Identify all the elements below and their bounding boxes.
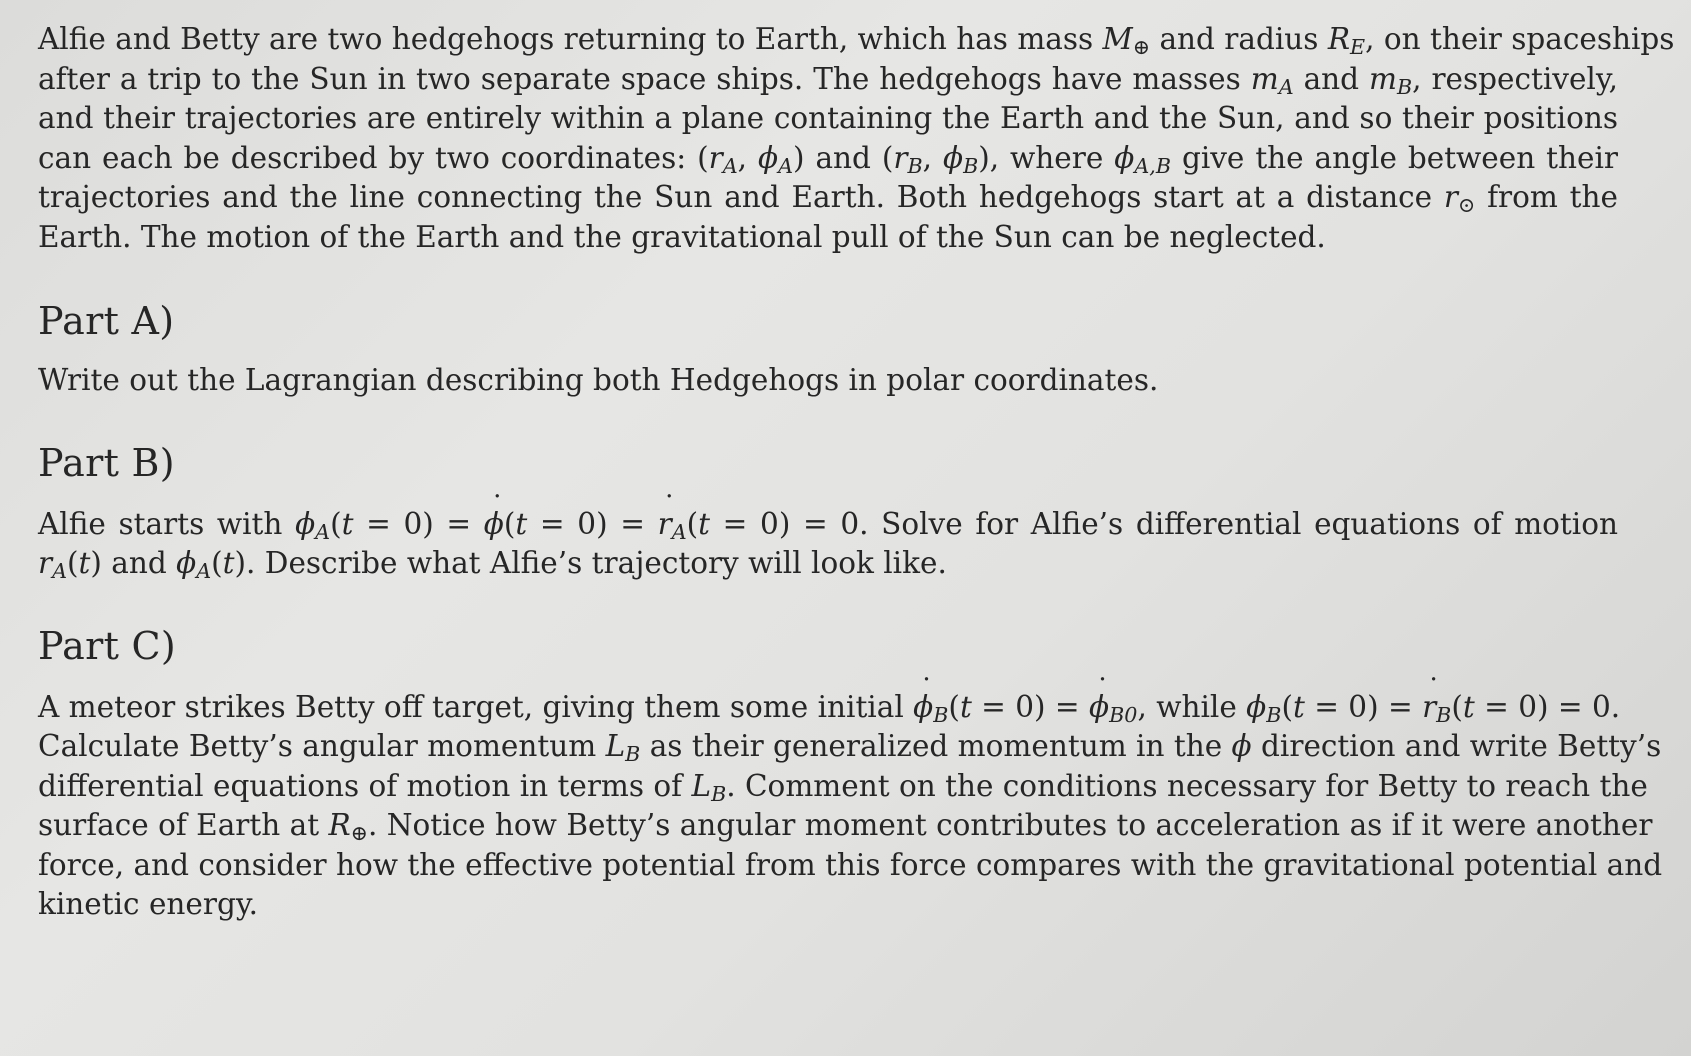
math-mass-b: m [1368,61,1397,96]
math-phi-ab: $\phi_{A,B}$ [1114,140,1172,178]
document [38,20,1675,925]
part-c-paragraph [38,688,1663,925]
math-alfie-initial: $\phi_A(t = 0) = \phi$ ˙(t = 0) = r $˙_A(t = 0) = 0$ [295,507,859,541]
math-betty-phidot: ϕ $˙_B(t = 0) = \phi$ $˙_{B0}$ [913,690,1137,724]
part-b-paragraph [38,505,1618,584]
part-c-line-4: surface of Earth at $R_\oplus$. Notice how Betty’s angular moment contributes to acceleration as if it were another [38,808,1653,846]
intro-line-6: Earth. The motion of the Earth and the gravitational pull of the Sun can be neglected. [38,219,1326,254]
math-lb-2: $L_B$ [691,768,727,806]
part-c-line-6: kinetic energy. [38,887,258,921]
part-c-line-5: force, and consider how the effective potential from this force compares with the gravitational potential and [38,847,1663,882]
intro-line-1: Alfie and Betty are two hedgehogs returning to Earth, which has mass $M_\oplus$ and radius $R_E$, on their spaceships [38,22,1675,60]
intro-line-4: can each be described by two coordinates: ($r_A$, $\phi_A$) and ($r_B$, $\phi_B$), where $\phi_{A,B}$ give the angle between their [38,140,1618,178]
math-phia-t: $\phi_A(t)$ [176,546,247,584]
math-ra-t: $r_A(t)$ [38,546,102,584]
part-c-heading: Part C) [38,623,177,668]
part-a-text: Write out the Lagrangian describing both Hedgehogs in polar coordinates. [38,363,1159,397]
math-earth-mass: M [1102,22,1133,56]
part-b-heading: Part B) [38,440,175,485]
part-a-heading: Part A) [38,299,175,343]
part-b-line-1: Alfie starts with $\phi_A(t = 0) = \phi$ ˙(t = 0) = r $˙_A(t = 0) = 0$. Solve for Alfie’s differential equations of motion [38,505,1618,545]
math-r-sun: $r_⊙$ [1443,180,1476,218]
math-coords-a: ($r_A$, $\phi_A$) [697,140,805,178]
math-coords-b: ($r_B$, $\phi_B$) [881,140,990,178]
math-earth-radius: R [1327,22,1351,56]
intro-line-2: after a trip to the Sun in two separate space ships. The hedgehogs have masses $m_A$ and $m_B$, respectively, [38,61,1618,99]
part-c-line-2: Calculate Betty’s angular momentum $L_B$ as their generalized momentum in the ϕ direction and write Betty’s [38,729,1662,767]
intro-line-5: trajectories and the line connecting the Sun and Earth. Both hedgehogs start at a distance $r_⊙$ from the [38,180,1618,218]
intro-paragraph [38,20,1675,257]
intro-line-3: and their trajectories are entirely within a plane containing the Earth and the Sun, and so their positions [38,101,1618,135]
math-lb: $L_B$ [605,729,641,767]
part-c-line-1: A meteor strikes Betty off target, giving them some initial ϕ $˙_B(t = 0) = \phi$ $˙_{B0}$, while $\phi_B(t = 0) = r$ $˙_B(t = 0) = 0$. [38,688,1618,728]
math-betty-initial: $\phi_B(t = 0) = r$ $˙_B(t = 0) = 0$ [1246,690,1611,724]
part-c-line-3: differential equations of motion in terms of $L_B$. Comment on the conditions necessary for Betty to reach the [38,768,1648,806]
math-r-earth: $R_\oplus$ [328,808,368,846]
part-b-line-2: $r_A(t)$ and $\phi_A(t)$. Describe what Alfie’s trajectory will look like. [38,546,947,584]
math-phi: ϕ [1231,729,1252,763]
math-mass-a: m [1250,61,1279,96]
